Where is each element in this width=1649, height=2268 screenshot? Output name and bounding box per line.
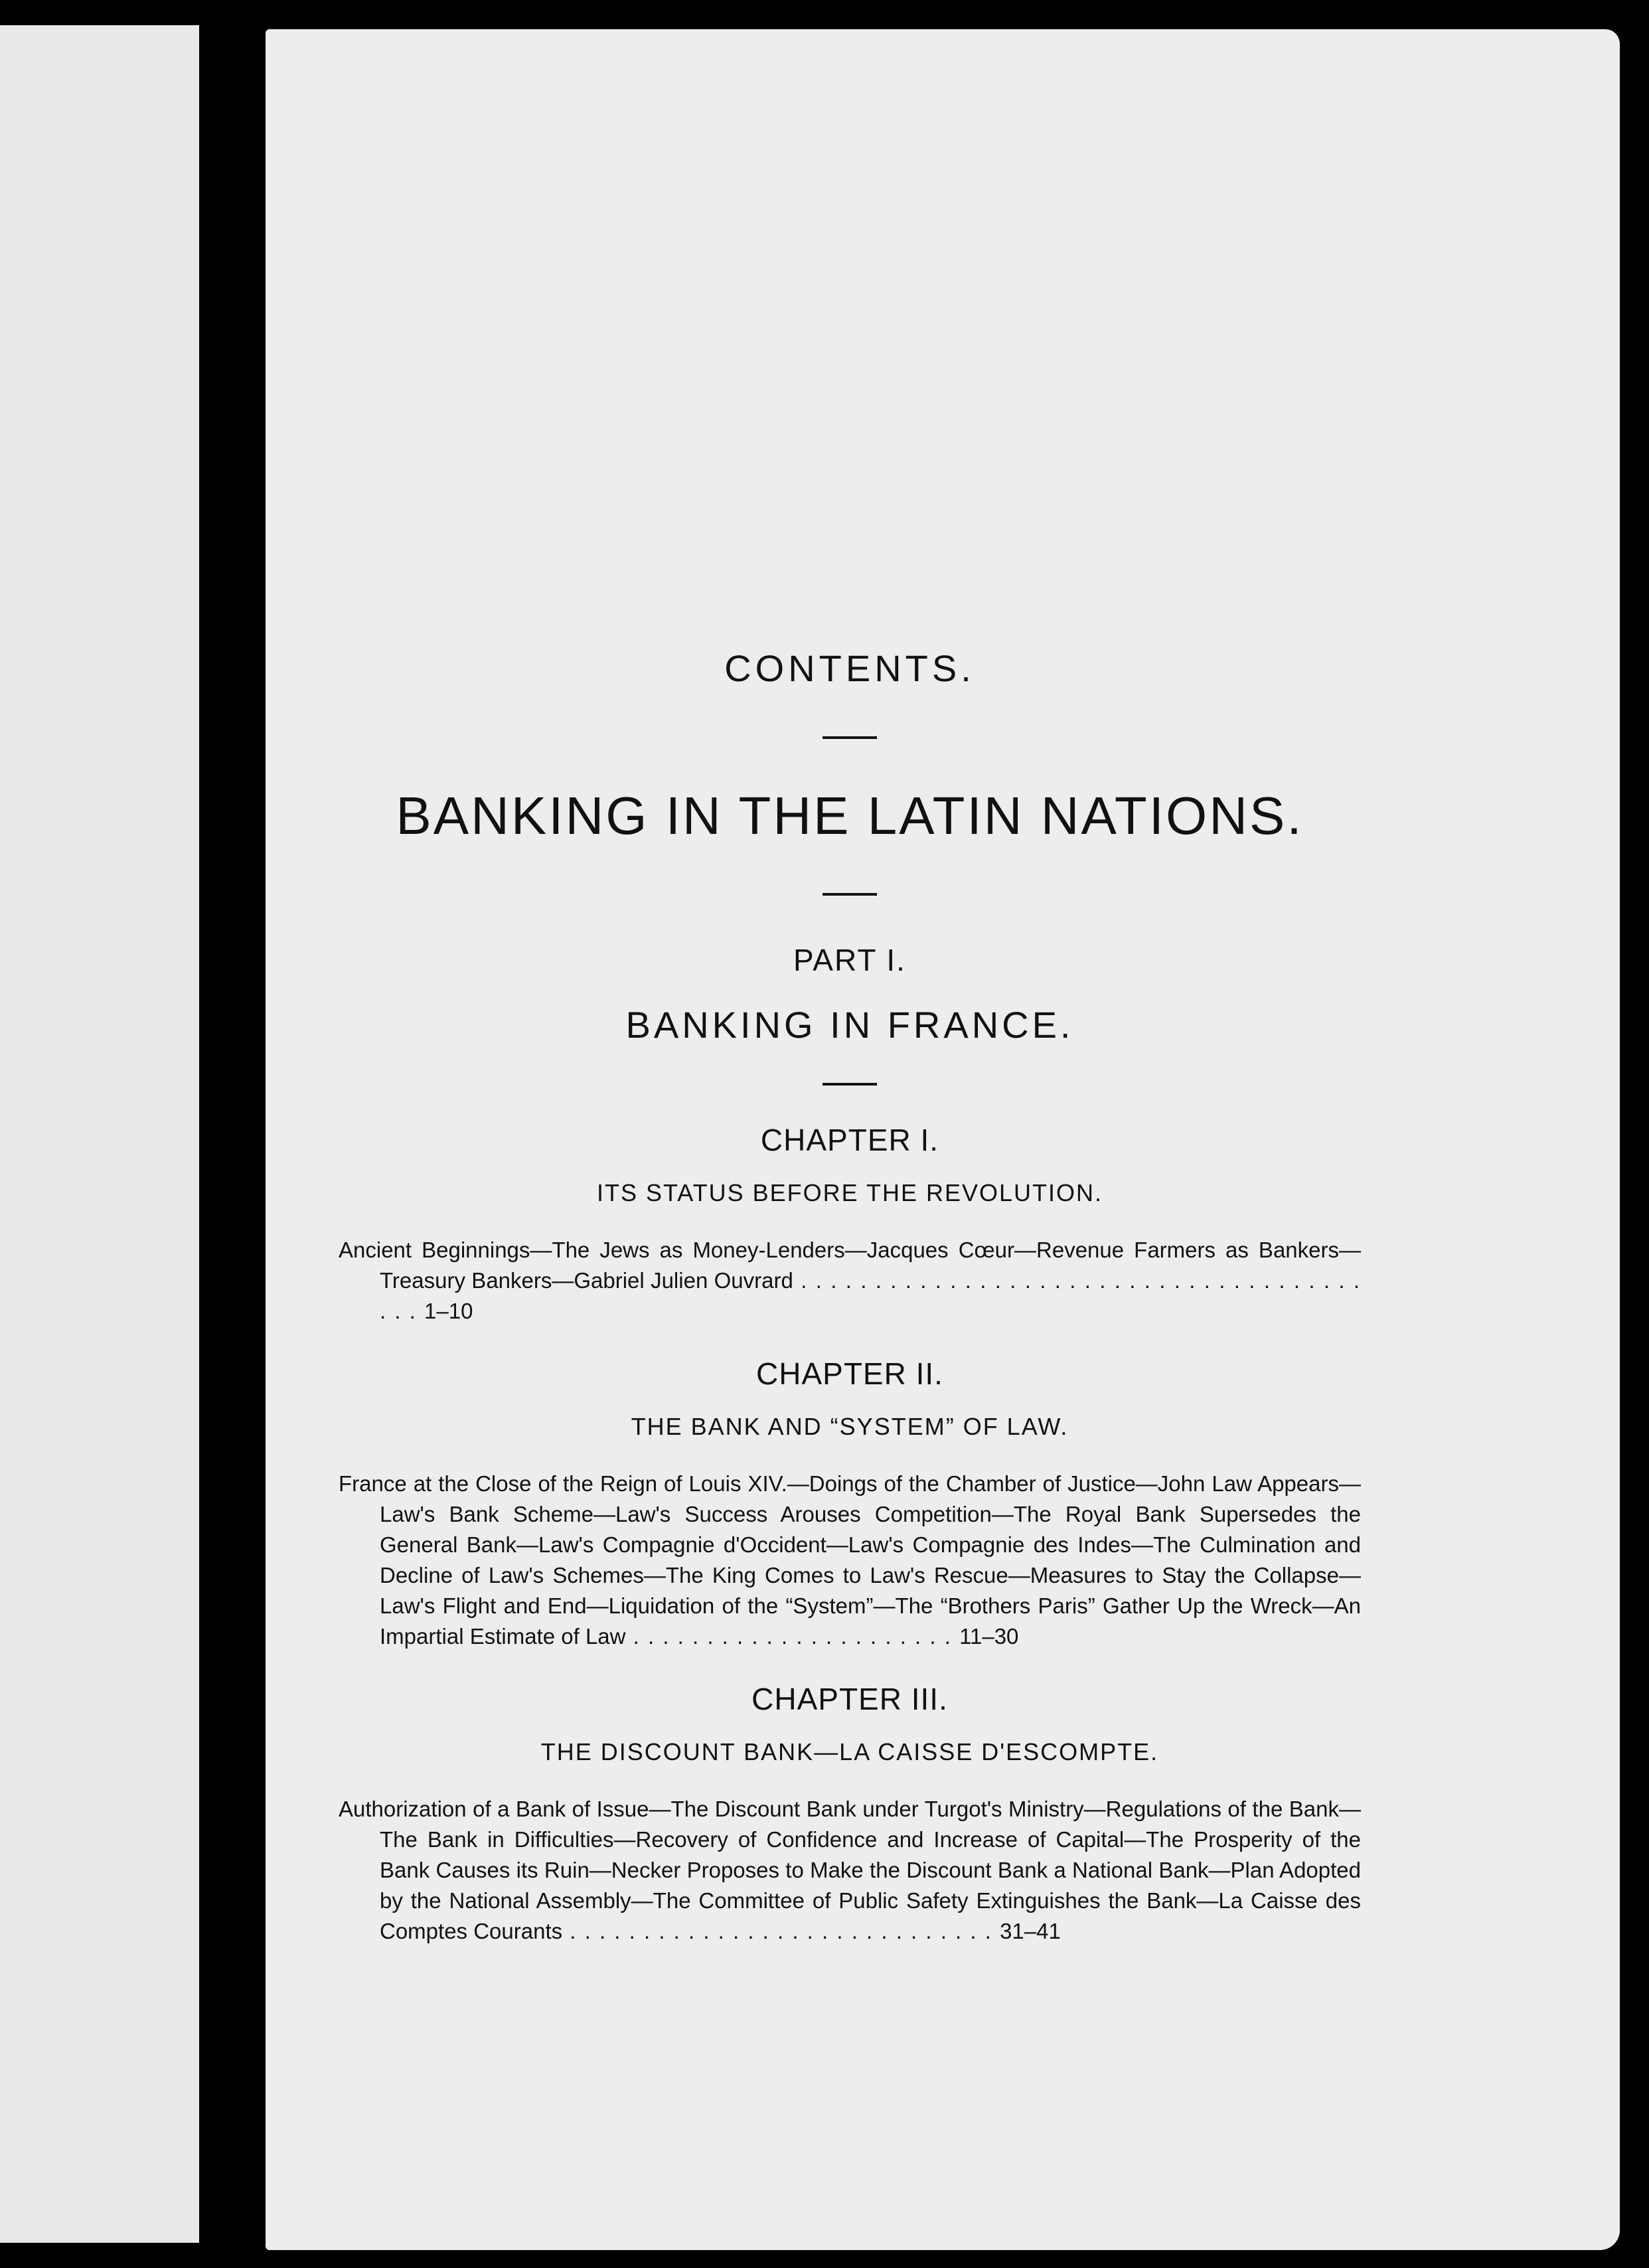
synopsis-text: France at the Close of the Reign of Louis XIV.—Doings of the Chamber of Justice—John Law Appears—Law's Bank Scheme—Law's Success Arouses Competition—The Royal Bank Supersedes the General Bank—Law's Compagnie d'Occident—Law's Compagnie des Indes—The Culmination and Decline of Law's Schemes—The King Comes to Law's Rescue—Measures to Stay the Collapse—Law's Flight and End—Liquidation of the “System”—The “Brothers Paris” Gather Up the Wreck—An Impartial Estimate of Law <box>339 1471 1361 1649</box>
part-label: PART I. <box>793 943 906 977</box>
chapter-entry <box>339 1681 1361 1947</box>
chapter-title: ITS STATUS BEFORE THE REVOLUTION. <box>596 1179 1103 1206</box>
part-title: BANKING IN FRANCE. <box>625 1004 1074 1046</box>
chapter-number: CHAPTER I. <box>760 1123 939 1157</box>
divider-rule <box>823 1083 877 1086</box>
dot-leader: . . . . . . . . . . . . . . . . . . . . . . . . . . . . . . . . . . . . . . . . . <box>380 1268 1362 1323</box>
contents-body <box>339 647 1361 1947</box>
page-range: 1–10 <box>424 1299 473 1323</box>
chapter-title: THE BANK AND “SYSTEM” OF LAW. <box>631 1413 1069 1440</box>
dot-leader: . . . . . . . . . . . . . . . . . . . . . . <box>625 1624 960 1649</box>
book-title: BANKING IN THE LATIN NATIONS. <box>396 786 1304 845</box>
book-page <box>266 29 1620 2250</box>
dot-leader: . . . . . . . . . . . . . . . . . . . . . . . . . . . . . <box>562 1919 1000 1943</box>
divider-rule <box>823 893 877 896</box>
chapter-entry <box>339 1356 1361 1652</box>
facing-page <box>0 25 199 2243</box>
synopsis-text: Authorization of a Bank of Issue—The Discount Bank under Turgot's Ministry—Regulations of the Bank—The Bank in Difficulties—Recovery of Confidence and Increase of Capital—The Prosperity of the Bank Causes its Ruin—Necker Proposes to Make the Discount Bank a National Bank—Plan Adopted by the National Assembly—The Committee of Public Safety Extinguishes the Bank—La Caisse des Comptes Courants <box>339 1797 1361 1943</box>
chapter-entry <box>339 1122 1361 1327</box>
chapter-synopsis <box>339 1469 1361 1652</box>
chapter-number: CHAPTER II. <box>756 1356 943 1391</box>
page-range: 31–41 <box>1000 1919 1061 1943</box>
chapter-title: THE DISCOUNT BANK—LA CAISSE D'ESCOMPTE. <box>540 1738 1159 1765</box>
chapter-number: CHAPTER III. <box>751 1682 948 1716</box>
divider-rule <box>823 736 877 739</box>
contents-heading: CONTENTS. <box>724 647 975 689</box>
synopsis-text: Ancient Beginnings—The Jews as Money-Lenders—Jacques Cœur—Revenue Farmers as Bankers—Treasury Bankers—Gabriel Julien Ouvrard <box>339 1238 1361 1293</box>
page-range: 11–30 <box>959 1624 1019 1649</box>
chapter-synopsis <box>339 1235 1361 1327</box>
chapter-synopsis <box>339 1794 1361 1947</box>
